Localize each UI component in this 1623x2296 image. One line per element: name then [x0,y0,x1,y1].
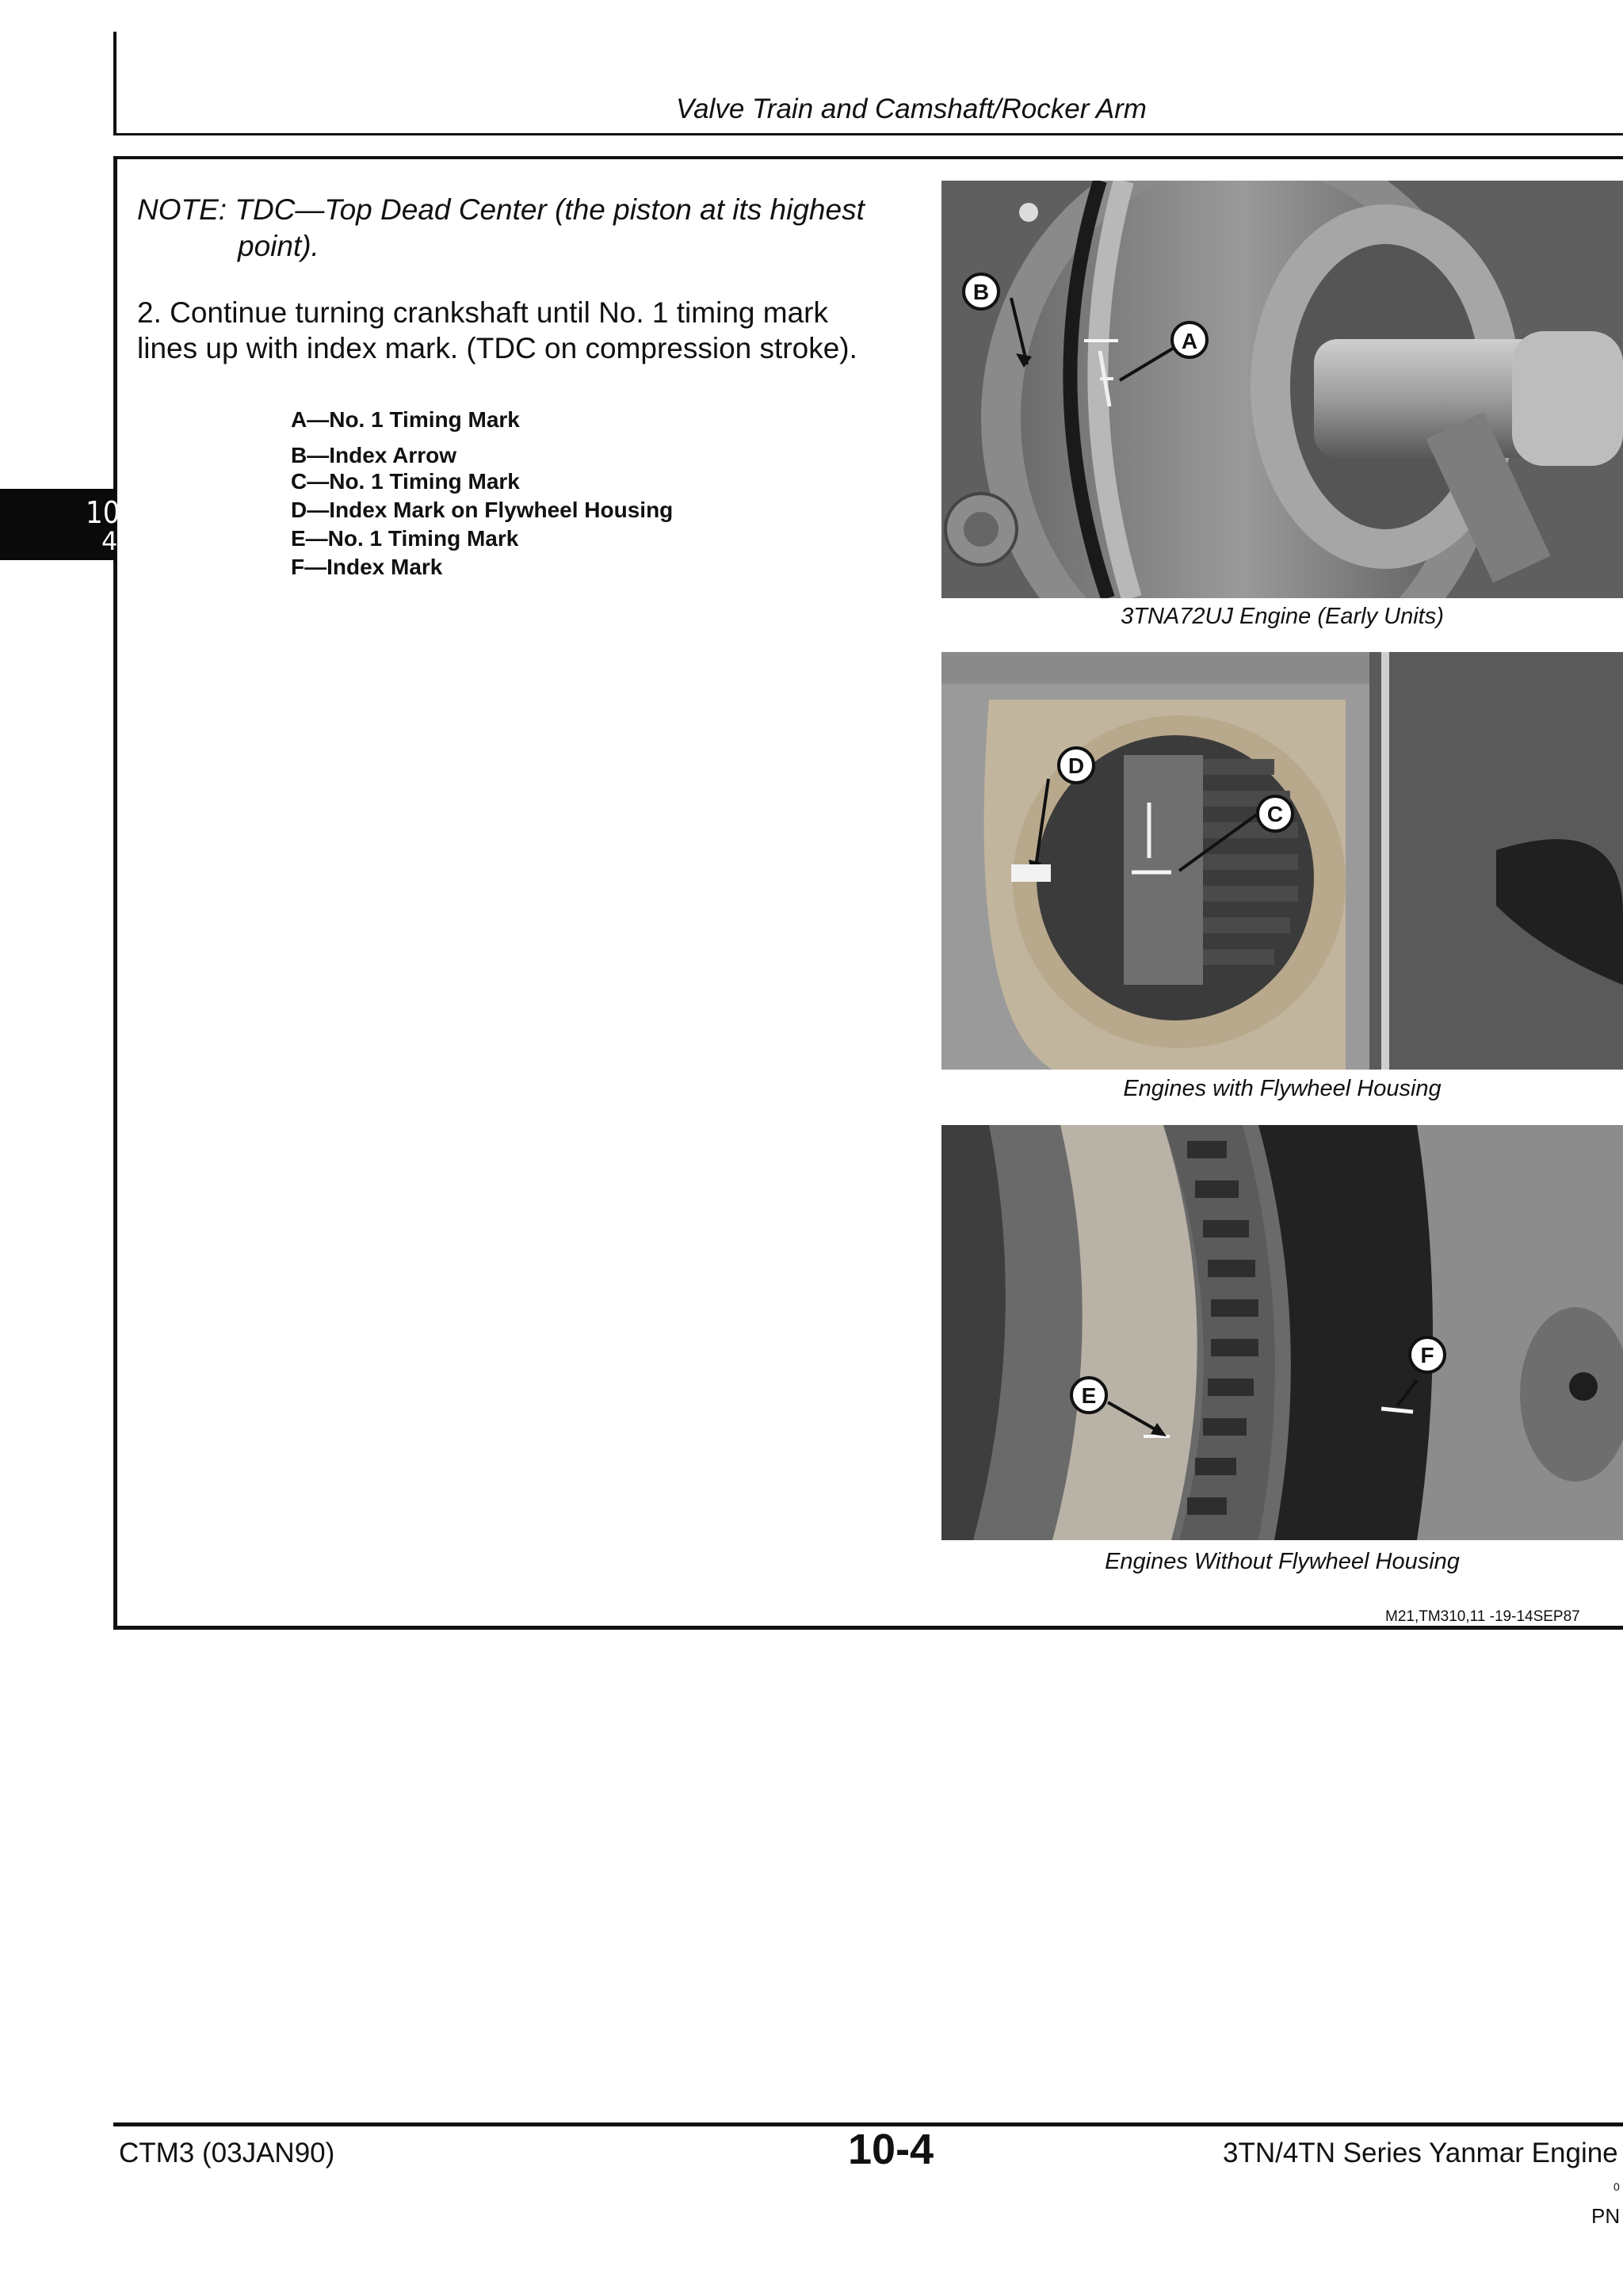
footer-manual-title: 3TN/4TN Series Yanmar Engine [1223,2138,1618,2168]
callout-b-label: A [1181,329,1198,353]
photo-timing-mark-early-units [941,181,1623,598]
footer-small-code: 0 [1613,2180,1620,2193]
photo-a-caption: 3TNA72UJ Engine (Early Units) [1121,604,1444,629]
photo-b-caption: Engines with Flywheel Housing [1123,1076,1442,1101]
section-tab-number: 10 [86,495,120,530]
content-box-top [116,156,1623,159]
callout-d-label: D [1067,753,1085,778]
page-number: 10-4 [848,2126,934,2173]
footer-pn: PN [1591,2204,1621,2228]
step-line-1: 2. Continue turning crankshaft until No. 1 timing mark [137,296,828,329]
legend-item-a: A—No. 1 Timing Mark [291,407,520,432]
legend-item-d: D—Index Mark on Flywheel Housing [291,498,674,522]
note-text [137,192,898,265]
step-2-text [137,295,898,366]
legend-item-b: B—Index Arrow [291,443,456,467]
page-header-title: Valve Train and Camshaft/Rocker Arm [676,93,1147,124]
legend-item-e: E—No. 1 Timing Mark [291,526,519,551]
photo-without-flywheel-housing [941,1125,1623,1540]
content-box-bottom [116,1626,1623,1630]
photo-c-caption: Engines Without Flywheel Housing [1105,1549,1460,1574]
callout-c-label: C [1266,802,1284,826]
callout-f-label: F [1420,1343,1434,1367]
callout-e-label: E [1081,1383,1097,1408]
photo-c-illustration [941,1125,1623,1540]
photo-a-illustration [941,181,1623,598]
photo-flywheel-housing [941,652,1623,1070]
note-line-1: NOTE: TDC—Top Dead Center (the piston at its highest [137,193,865,226]
callout-a-label: B [972,280,990,304]
section-tab-page: 4 [101,526,118,556]
callout-legend [291,406,846,582]
note-line-2: point). [238,230,319,262]
header-line [113,133,1623,135]
footer-manual-code: CTM3 (03JAN90) [119,2138,335,2168]
photo-b-illustration [941,652,1623,1070]
content-box-left [113,156,117,1630]
reference-code: M21,TM310,11 -19-14SEP87 [1385,1608,1580,1625]
step-line-2: lines up with index mark. (TDC on compression stroke). [137,332,857,364]
header-rule [113,32,116,135]
legend-item-f: F—Index Mark [291,555,443,579]
legend-item-c: C—No. 1 Timing Mark [291,469,520,494]
